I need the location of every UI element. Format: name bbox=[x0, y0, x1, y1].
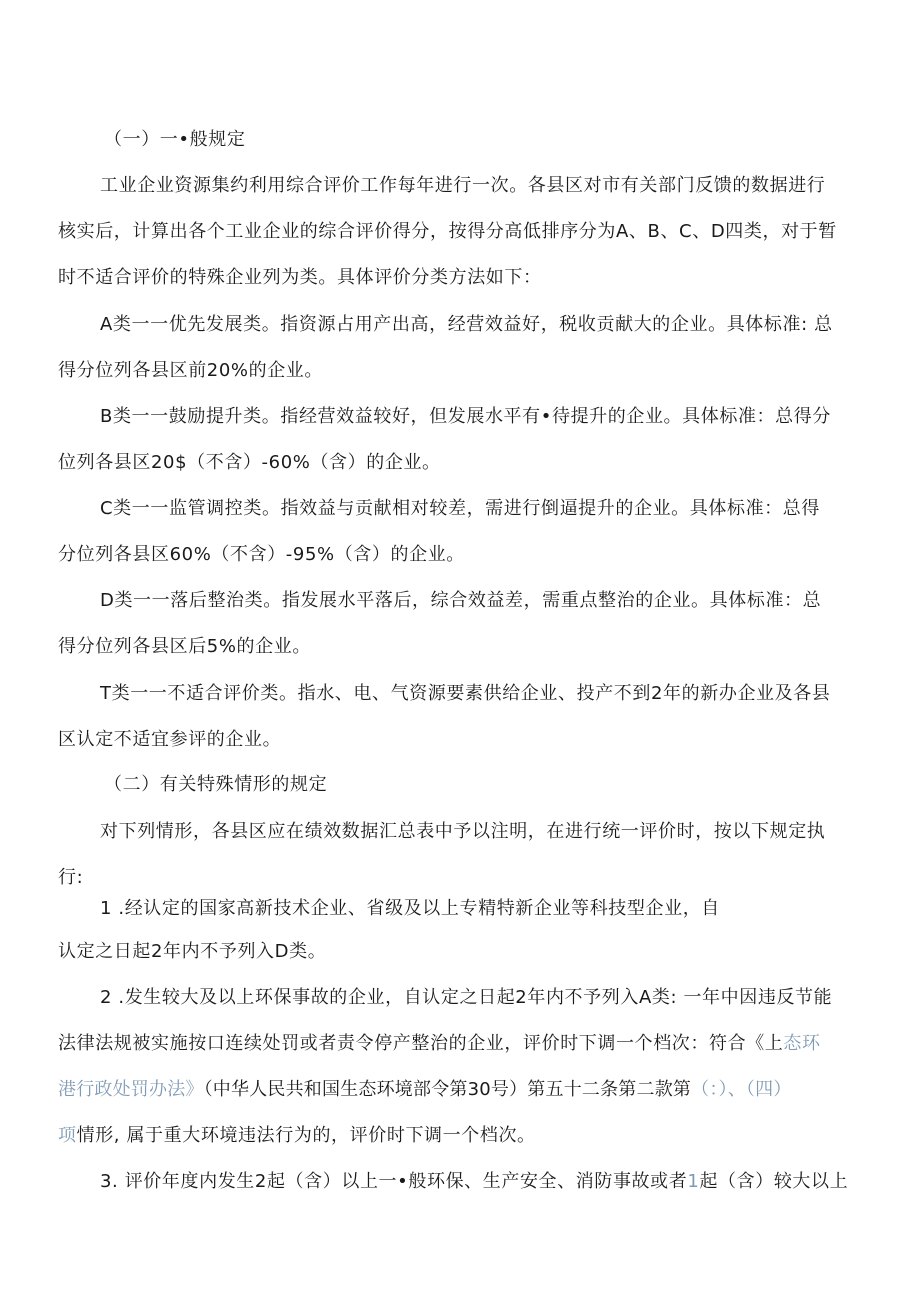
paragraph-intro-line-3: 时不适合评价的特殊企业列为类。具体评价分类方法如下： bbox=[58, 267, 542, 288]
item-2-line-3 bbox=[58, 1078, 792, 1102]
item-1-line-1: 1 .经认定的国家高新技术企业、省级及以上专精特新企业等科技型企业，自 bbox=[100, 898, 720, 919]
category-t-line-1: T类一一不适合评价类。指水、电、气资源要素供给企业、投产不到2年的新办企业及各县 bbox=[100, 683, 831, 704]
item-3-number-highlight: 1 bbox=[687, 1171, 700, 1192]
item-2-line-2 bbox=[58, 1032, 821, 1056]
paragraph-intro-line-2: 核实后，计算出各个工业企业的综合评价得分，按得分高低排序分为A、B、C、D四类，对于暂 bbox=[58, 221, 837, 242]
category-d-line-1: D类一一落后整治类。指发展水平落后，综合效益差，需重点整治的企业。具体标准：总 bbox=[100, 590, 822, 611]
category-a-line-2: 得分位列各县区前20%的企业。 bbox=[58, 360, 324, 381]
item-2-line-4 bbox=[58, 1124, 536, 1148]
item-2-line-2-link-fragment: 态环 bbox=[783, 1033, 821, 1054]
special-intro-line-2: 行: bbox=[58, 867, 84, 888]
item-3-line-1-tail: 起（含）较大以上 bbox=[699, 1171, 849, 1192]
item-2-clause-reference: （：）、（四） bbox=[691, 1079, 792, 1100]
section-heading-general: （一）一•般规定 bbox=[104, 129, 246, 150]
paragraph-intro-line-1: 工业企业资源集约利用综合评价工作每年进行一次。各县区对市有关部门反馈的数据进行 bbox=[100, 175, 826, 196]
item-3-line-1 bbox=[100, 1170, 848, 1194]
item-2-regulation-title-fragment: 港行政处罚办法》 bbox=[58, 1079, 204, 1100]
item-2-line-1: 2 .发生较大及以上环保事故的企业，自认定之日起2年内不予列入A类: 一年中因违反节能 bbox=[100, 987, 833, 1008]
category-b-line-2: 位列各县区20$（不含）-60%（含）的企业。 bbox=[58, 452, 441, 473]
section-heading-special-cases: （二）有关特殊情形的规定 bbox=[104, 774, 328, 795]
category-b-line-1: B类一一鼓励提升类。指经营效益较好，但发展水平有•待提升的企业。具体标准：总得分 bbox=[100, 406, 831, 427]
category-c-line-2: 分位列各县区60%（不含）-95%（含）的企业。 bbox=[58, 544, 465, 565]
category-d-line-2: 得分位列各县区后5%的企业。 bbox=[58, 636, 311, 657]
category-t-line-2: 区认定不适宜参评的企业。 bbox=[58, 729, 282, 750]
item-3-line-1-text: 3. 评价年度内发生2起（含）以上一•般环保、生产安全、消防事故或者 bbox=[100, 1171, 688, 1192]
item-2-line-4-link-fragment: 项 bbox=[58, 1125, 77, 1146]
category-a-line-1: A类一一优先发展类。指资源占用产出高，经营效益好，税收贡献大的企业。具体标准: 总 bbox=[100, 314, 833, 335]
item-1-line-2: 认定之日起2年内不予列入D类。 bbox=[58, 941, 327, 962]
special-intro-line-1: 对下列情形，各县区应在绩效数据汇总表中予以注明，在进行统一评价时，按以下规定执 bbox=[100, 821, 826, 842]
item-2-line-2-text: 法律法规被实施按口连续处罚或者责令停产整治的企业，评价时下调一个档次：符合《上 bbox=[58, 1033, 784, 1054]
item-2-line-4-text: 情形, 属于重大环境违法行为的，评价时下调一个档次。 bbox=[76, 1125, 536, 1146]
item-2-line-3-text: （中华人民共和国生态环境部令第30号）第五十二条第二款第 bbox=[203, 1079, 692, 1100]
category-c-line-1: C类一一监管调控类。指效益与贡献相对较差，需进行倒逼提升的企业。具体标准：总得 bbox=[100, 498, 820, 519]
